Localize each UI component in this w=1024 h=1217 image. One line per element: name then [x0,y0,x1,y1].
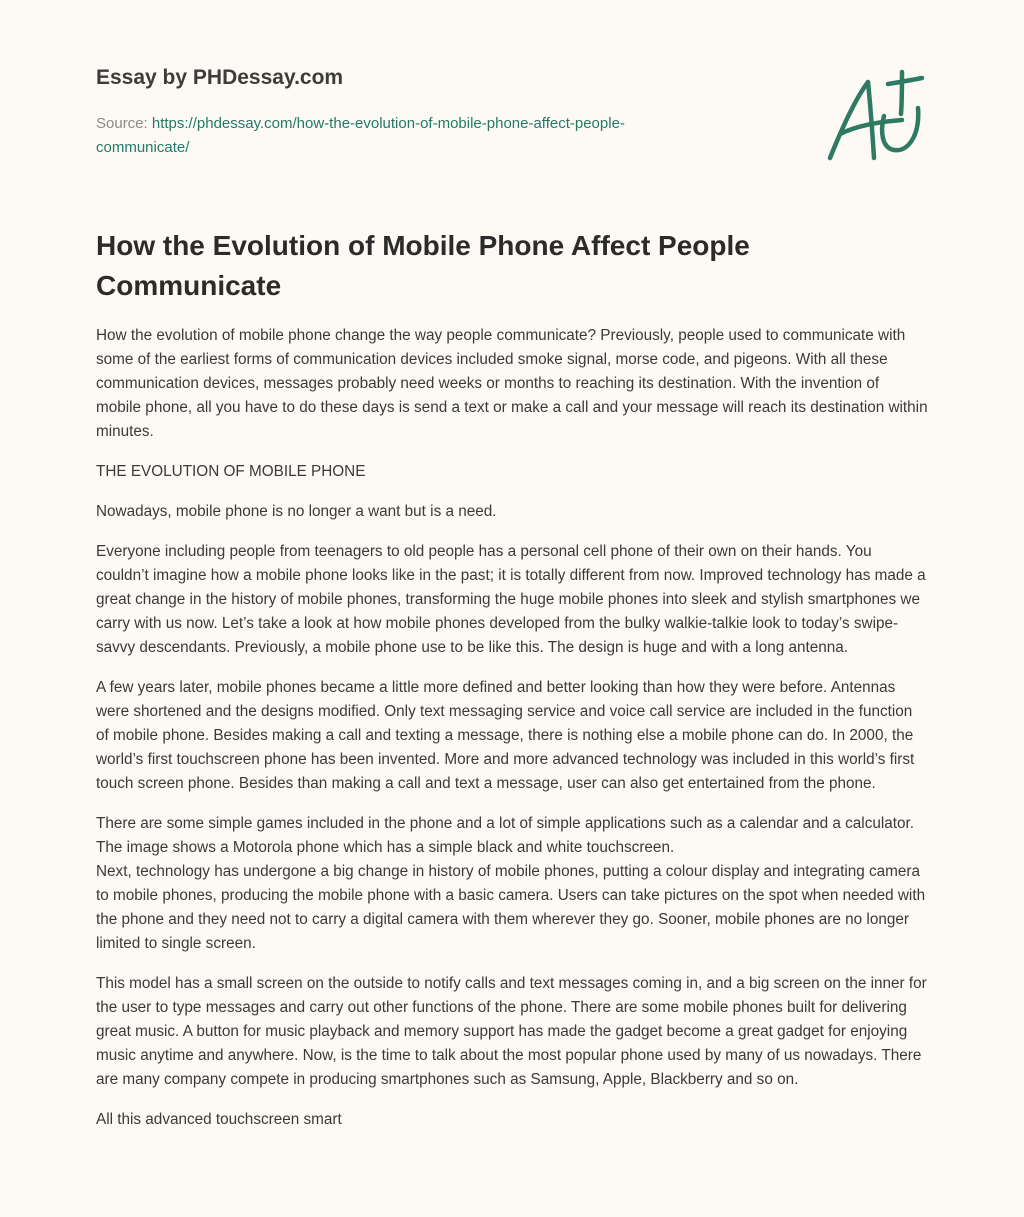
source-url-line1: https://phdessay.com/how-the-evolution-of-mobile-phone-affect-people- [151,115,625,132]
source-link[interactable] [96,115,625,156]
site-brand: Essay by PHDessay.com [96,66,344,89]
paragraph: A few years later, mobile phones became a little more defined and better looking than how they were before. Antennas were shortened and the designs modified. Only text messaging service and voice call service are included in the function of mobile phone. Besides making a call and texting a message, there is nothing else a mobile phone can do. In 2000, the world’s first touchscreen phone has been invented. More and more advanced technology was included in this world’s first touch screen phone. Besides than making a call and text a message, user can also get entertained from the phone. [96,679,915,792]
paragraph: This model has a small screen on the outside to notify calls and text messages coming in, and a big screen on the inner for the user to type messages and carry out other functions of the phone. There are some mobile phones built for delivering great music. A button for music playback and memory support has made the gadget become a great gadget for enjoying music anytime and anywhere. Now, is the time to talk about the most popular phone used by many of us nowadays. There are many company compete in producing smartphones such as Samsung, Apple, Blackberry and so on. [96,975,927,1088]
paragraph: Nowadays, mobile phone is no longer a want but is a need. [96,503,497,520]
source-label: Source: [96,115,148,132]
section-heading: THE EVOLUTION OF MOBILE PHONE [96,463,366,480]
paragraph: There are some simple games included in the phone and a lot of simple applications such as a calendar and a calculator. The image shows a Motorola phone which has a simple black and white touchscreen. [96,815,915,856]
paragraph: Next, technology has undergone a big change in history of mobile phones, putting a colour display and integrating camera to mobile phones, producing the mobile phone with a basic camera. Users can take pictures on the spot when needed with the phone and they need not to carry a digital camera with them wherever they go. Sooner, mobile phones are no longer limited to single screen. [96,863,926,952]
paragraph: All this advanced touchscreen smart [96,1111,342,1128]
paragraph: How the evolution of mobile phone change the way people communicate? Previously, people used to communicate with some of the earliest forms of communication devices included smoke signal, morse code, and pigeons. With all these communication devices, messages probably need weeks or months to reaching its destination. With the invention of mobile phone, all you have to do these days is send a text or make a call and your message will reach its destination within minutes. [96,327,928,440]
essay-title: How the Evolution of Mobile Phone Affect People Communicate [96,230,750,301]
source-line [96,112,736,160]
essay-body [96,324,928,1148]
a-plus-logo-icon [822,68,928,166]
source-url-line2: communicate/ [96,139,190,156]
paragraph: Everyone including people from teenagers to old people has a personal cell phone of their own on their hands. You couldn’t imagine how a mobile phone looks like in the past; it is totally different from now. Improved technology has made a great change in the history of mobile phones, transforming the huge mobile phones into sleek and stylish smartphones we carry with us now. Let’s take a look at how mobile phones developed from the bulky walkie-talkie look to today’s swipe-savvy descendants. Previously, a mobile phone use to be like this. The design is huge and with a long antenna. [96,543,926,656]
